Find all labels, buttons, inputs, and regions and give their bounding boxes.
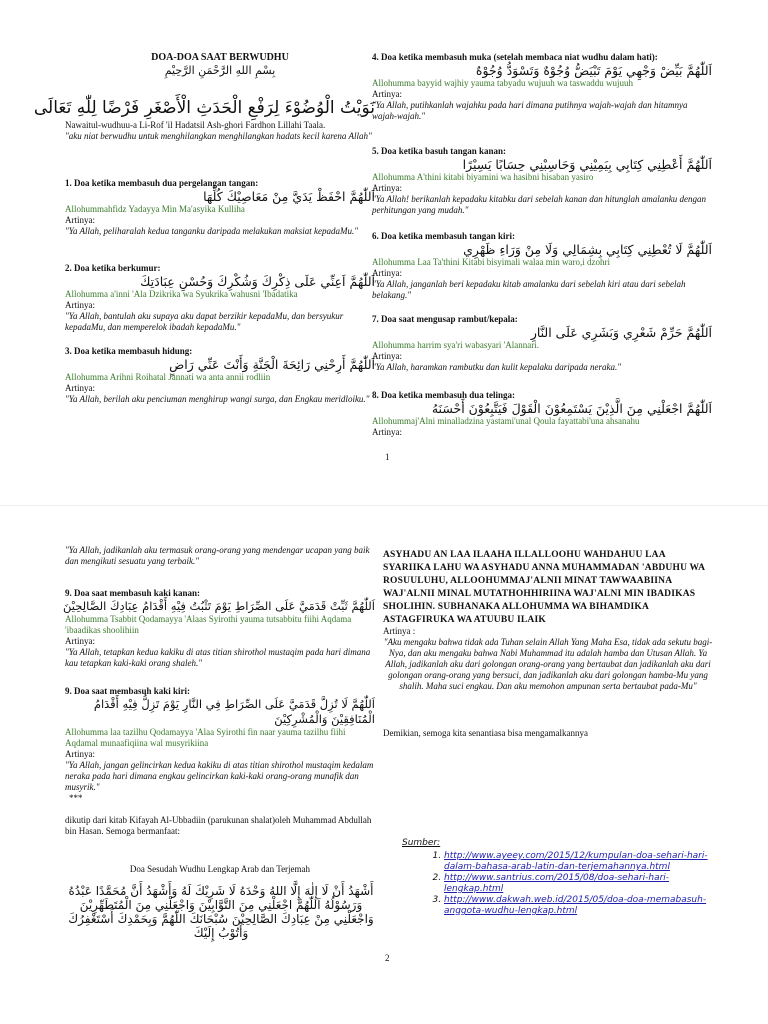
bismillah: بِسْمِ اللهِ الرَّحْمَنِ الرَّحِيْمِ xyxy=(164,64,276,77)
after-wudhu-title: Doa Sesudah Wudhu Lengkap Arab dan Terjemah xyxy=(129,864,311,874)
artinya-label: Artinya: xyxy=(372,183,402,193)
doa-heading: 8. Doa ketika membasuh dua telinga: xyxy=(372,390,516,400)
sources-section xyxy=(402,838,722,917)
niat-latin: Nawaitul-wudhuu-a Li-Rof 'il Hadatsil Ash-ghori Fardhon Lillahi Taala. xyxy=(65,120,326,130)
doa-translation: "Ya Allah, haramkan rambutku dan kulit kepalaku daripada neraka." xyxy=(372,362,622,372)
source-item xyxy=(444,873,722,895)
page-number-2: 2 xyxy=(385,953,390,963)
page1-header xyxy=(65,52,375,78)
doa-latin: Allohumma laa tazilhu Qodamayya 'Alaa Syirothi fin naar yauma tazilhu fiihi Aqdamal munaafiqiina wal musyrikiina xyxy=(65,727,346,748)
page-number-1: 1 xyxy=(385,452,390,462)
doa-heading: 3. Doa ketika membasuh hidung: xyxy=(65,346,193,356)
doa-translation: "Ya Allah! berikanlah kepadaku kitabku dari sebelah kanan dan hitunglah amalanku dengan perhitungan yang mudah." xyxy=(372,194,706,215)
doa-arabic: اَللّٰهُمَّ اَعِنِّي عَلَى ذِكْرِكَ وَشُكْرِكَ وَحُسْنِ عِبَادَتِكَ xyxy=(140,274,375,289)
doa-item-1 xyxy=(65,178,375,237)
niat-section xyxy=(33,96,375,142)
doa-arabic: اَللّٰهُمَّ حَرِّمْ شَعْرِي وَبَشَرِي عَلَى النَّارِ xyxy=(530,325,712,340)
doa-item-9-right-foot xyxy=(65,588,375,669)
doa-item-2 xyxy=(65,263,375,333)
doa-latin: Allohumma a'inni 'Ala Dzikrika wa Syukrika wahusni 'Ibadatika xyxy=(65,289,298,299)
after-wudhu-artinya: Artinya : xyxy=(383,626,416,636)
stars-separator: *** xyxy=(69,793,83,803)
doa-item-8-translation: "Ya Allah, jadikanlah aku termasuk orang-orang yang mendengar ucapan yang baik dan mengikuti sesuatu yang terbaik." xyxy=(65,545,370,566)
doa-translation: "Ya Allah, berilah aku penciuman menghirup wangi surga, dan Engkau meridloiku." xyxy=(65,394,370,404)
doa-heading: 9. Doa saat membasuh kaki kiri: xyxy=(65,686,191,696)
after-wudhu-latin: ASYHADU AN LAA ILAAHA ILLALLOOHU WAHDAHUU LAA SYARIIKA LAHU WA ASYHADU ANNA MUHAMMADAN 'ABDUHU WA ROSUULUHU, ALLOOHUMMAJ'ALNII MINAT TAWWAABIINA WAJ'ALNII MINAL MUTATHOHHIRIINA WAJ'ALNI MIN IBADIKAS SHOLIHIN. SUBHANAKA ALLOHUMMA WA BIHAMDIKA ASTAGFIRUKA WA ATUUBU ILAIK xyxy=(383,550,705,625)
doa-latin: Allohummahfidz Yadayya Min Ma'asyika Kulliha xyxy=(65,204,245,214)
doa-item-6 xyxy=(372,231,712,301)
doa-heading: 9. Doa saat membasuh kaki kanan: xyxy=(65,588,201,598)
doa-item-5 xyxy=(372,146,712,216)
artinya-label: Artinya: xyxy=(372,268,402,278)
source-link-2[interactable]: http://www.santrius.com/2015/08/doa-sehari-hari-lengkap.html xyxy=(444,873,670,894)
doa-item-3 xyxy=(65,346,375,405)
doa-latin: Allohumma Arihni Roihatal Jannati wa anta annii rodliin xyxy=(65,372,271,382)
source-link-1[interactable]: http://www.ayeey.com/2015/12/kumpulan-doa-sehari-hari-dalam-bahasa-arab-latin-dan-terjemahannya.html xyxy=(444,851,708,872)
artinya-label: Artinya: xyxy=(372,89,402,99)
niat-translation: "aku niat berwudhu untuk menghilangkan menghilangkan hadats kecil karena Allah" xyxy=(65,131,372,141)
source-item xyxy=(444,851,722,873)
niat-arabic: نَوَيْتُ الْوُضُوْءَ لِرَفْعِ الْحَدَثِ الْأَصْغَرِ فَرْضًا لِلّٰهِ تَعَالَى xyxy=(33,98,375,118)
doa-heading: 2. Doa ketika berkumur: xyxy=(65,263,161,273)
artinya-label: Artinya: xyxy=(65,215,95,225)
doa-item-8 xyxy=(372,390,712,438)
artinya-label: Artinya: xyxy=(65,636,95,646)
doa-arabic: اَللّٰهُمَّ احْفَظْ يَدَيَّ مِنْ مَعَاصِيْكَ كُلِّهَا xyxy=(203,189,375,204)
doa-latin: Allohumma harrim sya'ri wabasyari 'Alannari. xyxy=(372,340,539,350)
doa-translation: "Ya Allah, putihkanlah wajahku pada hari dimana putihnya wajah-wajah dan hitamnya wajah-wajah." xyxy=(372,100,688,121)
artinya-label: Artinya: xyxy=(372,427,402,437)
doa-translation: "Ya Allah, bantulah aku supaya aku dapat berzikir kepadaMu, dan bersyukur kepadaMu, dan memperelok ibadah kepadaMu." xyxy=(65,311,344,332)
doa-arabic: اَللّٰهُمَّ ثَبِّتْ قَدَمَيَّ عَلَى الصِّرَاطِ يَوْمَ تَثْبُتُ فِيْهِ أَقْدَامُ عِبَادِكَ الصَّالِحِيْنَ xyxy=(63,599,375,613)
doa-heading: 7. Doa saat mengusap rambut/kepala: xyxy=(372,314,518,324)
after-wudhu-arabic: أَشْهَدُ أَنْ لَا إِلٰهَ إِلَّا اللهُ وَحْدَهُ لَا شَرِيْكَ لَهُ وَأَشْهَدُ أَنَّ مُحَمَّدًا عَبْدُهُ وَرَسُوْلُهُ اَللّٰهُمَّ اجْعَلْنِي مِنَ التَّوَّابِيْنَ وَاجْعَلْنِي مِنَ الْمُتَطَهِّرِيْنَ وَاجْعَلْنِي مِنْ عِبَادِكَ الصَّالِحِيْنَ سُبْحَانَكَ اللّٰهُمَّ وَبِحَمْدِكَ أَسْتَغْفِرُكَ وَأَتُوْبُ إِلَيْكَ xyxy=(68,884,374,940)
artinya-label: Artinya: xyxy=(65,383,95,393)
doa-latin: Allohumma Laa Ta'thini Kitabi bisyimali walaa min waro,i dzohri xyxy=(372,257,611,267)
doa-heading: 5. Doa ketika basuh tangan kanan: xyxy=(372,146,507,156)
source-link-3[interactable]: http://www.dakwah.web.id/2015/05/doa-doa-memabasuh-anggota-wudhu-lengkap.html xyxy=(444,895,707,916)
doa-item-9-left-foot xyxy=(65,686,375,804)
artinya-label: Artinya: xyxy=(65,300,95,310)
page-divider xyxy=(0,505,768,506)
artinya-label: Artinya: xyxy=(65,749,95,759)
doa-item-4 xyxy=(372,52,712,122)
doa-latin: Allohumma Tsabbit Qodamayya 'Alaas Syirothi yauma tutsabbitu fiihi Aqdama 'ibaadikas shoolihiin xyxy=(65,614,352,635)
artinya-label: Artinya: xyxy=(372,351,402,361)
doa-item-7 xyxy=(372,314,712,373)
source-note: dikutip dari kitab Kifayah Al-Ubbadiin (parukunan shalat)oleh Muhammad Abdullah bin Hasan. Semoga bermanfaat: xyxy=(65,815,372,836)
closing-text: Demikian, semoga kita senantiasa bisa mengamalkannya xyxy=(383,728,588,738)
doa-latin: Allohumma bayyid wajhiy yauma tabyadu wujuuh wa taswaddu wujuuh xyxy=(372,78,633,88)
doa-arabic: اَللّٰهُمَّ أَعْطِنِي كِتَابِي بِيَمِيْنِي وَحَاسِبْنِي حِسَابًا يَسِيْرًا xyxy=(462,157,712,172)
doa-arabic: اَللّٰهُمَّ اجْعَلْنِي مِنَ الَّذِيْنَ يَسْتَمِعُوْنَ الْقَوْلَ فَيَتَّبِعُوْنَ أَحْسَنَهُ xyxy=(431,401,712,416)
doa-latin: Allohumma A'thini kitabi biyamini wa hasibni hisaban yasiro xyxy=(372,172,594,182)
source-item xyxy=(444,895,722,917)
doa-translation: "Ya Allah, janganlah beri kepadaku kitab amalanku dari sebelah kiri atau dari sebelah belakang." xyxy=(372,279,686,300)
doa-heading: 4. Doa ketika membasuh muka (setelah membaca niat wudhu dalam hati): xyxy=(372,52,658,62)
doa-arabic: اَللّٰهُمَّ لَا تُزِلَّ قَدَمَيَّ عَلَى الصِّرَاطِ فِي النَّارِ يَوْمَ تَزِلُّ فِيْهِ أَقْدَامُ الْمُنَافِقِيْنَ وَالْمُشْرِكِيْنَ xyxy=(93,697,375,726)
document-title: DOA-DOA SAAT BERWUDHU xyxy=(151,52,289,63)
doa-heading: 6. Doa ketika membasuh tangan kiri: xyxy=(372,231,516,241)
doa-arabic: اَللّٰهُمَّ لَا تُعْطِنِي كِتَابِي بِشِمَالِي وَلَا مِنْ وَرَاءِ ظَهْرِي xyxy=(463,242,712,257)
doa-latin: Allohummaj'Alni minalladzina yastami'unal Qoula fayattabi'una ahsanahu xyxy=(372,416,640,426)
after-wudhu-translation: "Aku mengaku bahwa tidak ada Tuhan selain Allah Yang Maha Esa, tidak ada sekutu bagi-Nya, dan aku mengaku bahwa Nabi Muhammad itu adalah hamba dan Utusan Allah. Ya Allah, jadikanlah aku dari golongan orang-orang yang bertaubat dan jadikanlah aku dari golongan orang-orang yang bersuci, dan jadikanlah aku dari golongan hamba-Mu yang shalih. Maha suci engkau. Dan aku memohon ampunan serta bertaubat pada-Mu" xyxy=(383,637,713,691)
doa-heading: 1. Doa ketika membasuh dua pergelangan tangan: xyxy=(65,178,259,188)
doa-translation: "Ya Allah, tetapkan kedua kakiku di atas titian shirothol mustaqim pada hari dimana kau tetapkan kaki-kaki orang shaleh." xyxy=(65,647,371,668)
sources-label: Sumber: xyxy=(402,838,441,848)
doa-translation: "Ya Allah, peliharalah kedua tanganku daripada melakukan maksiat kepadaMu." xyxy=(65,226,359,236)
doa-arabic: اَللّٰهُمَّ أَرِحْنِي رَائِحَةَ الْجَنَّةِ وَأَنْتَ عَنِّي رَاضٍ xyxy=(169,357,375,372)
doa-arabic: اَللّٰهُمَّ بَيِّضْ وَجْهِي يَوْمَ تَبْيَضُّ وُجُوْهٌ وَتَسْوَدُّ وُجُوْهٌ xyxy=(475,63,712,78)
doa-translation: "Ya Allah, jangan gelincirkan kedua kakiku di atas titian shirothol mustaqim kedalam neraka pada hari dimana engkau gelincirkan kaki-kaki orang-orang munafik dan musyrik." xyxy=(65,760,374,792)
